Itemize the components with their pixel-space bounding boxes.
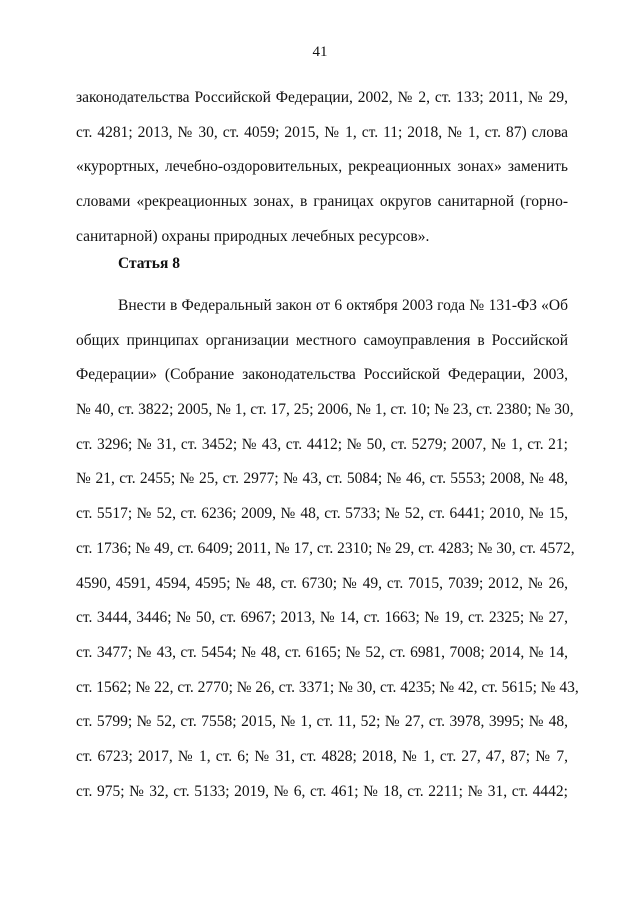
text-line: ст. 5799; № 52, ст. 7558; 2015, № 1, ст. 11, 52; № 27, ст. 3978, 3995; № 48,	[76, 713, 568, 731]
text-line: № 40, ст. 3822; 2005, № 1, ст. 17, 25; 2006, № 1, ст. 10; № 23, ст. 2380; № 30,	[76, 401, 574, 419]
text-line: «курортных, лечебно-оздоровительных, рекреационных зонах» заменить	[76, 158, 568, 176]
text-line: ст. 4281; 2013, № 30, ст. 4059; 2015, № 1, ст. 11; 2018, № 1, ст. 87) слова	[76, 123, 568, 141]
text-line: ст. 1562; № 22, ст. 2770; № 26, ст. 3371; № 30, ст. 4235; № 42, ст. 5615; № 43,	[76, 678, 579, 696]
text-line: ст. 3477; № 43, ст. 5454; № 48, ст. 6165; № 52, ст. 6981, 7008; 2014, № 14,	[76, 643, 568, 661]
page-number: 41	[312, 44, 328, 60]
text-line: законодательства Российской Федерации, 2002, № 2, ст. 133; 2011, № 29,	[76, 89, 568, 106]
paragraph-continuation	[76, 81, 568, 254]
text-line: № 21, ст. 2455; № 25, ст. 2977; № 43, ст. 5084; № 46, ст. 5553; 2008, № 48,	[76, 470, 568, 488]
text-line: ст. 5517; № 52, ст. 6236; 2009, № 48, ст. 5733; № 52, ст. 6441; 2010, № 15,	[76, 505, 568, 523]
text-line: ст. 1736; № 49, ст. 6409; 2011, № 17, ст. 2310; № 29, ст. 4283; № 30, ст. 4572,	[76, 539, 575, 557]
article-body	[76, 289, 579, 809]
text-line: Федерации» (Собрание законодательства Российской Федерации, 2003,	[76, 366, 568, 384]
text-line: 4590, 4591, 4594, 4595; № 48, ст. 6730; № 49, ст. 7015, 7039; 2012, № 26,	[76, 574, 568, 592]
text-line: Внести в Федеральный закон от 6 октября 2003 года № 131-ФЗ «Об	[118, 297, 568, 314]
text-line: словами «рекреационных зонах, в границах округов санитарной (горно-	[76, 193, 568, 211]
text-line: ст. 3296; № 31, ст. 3452; № 43, ст. 4412; № 50, ст. 5279; 2007, № 1, ст. 21;	[76, 435, 568, 453]
text-line: санитарной) охраны природных лечебных ресурсов».	[76, 227, 430, 245]
article-heading: Статья 8	[118, 255, 180, 272]
text-line: ст. 6723; 2017, № 1, ст. 6; № 31, ст. 4828; 2018, № 1, ст. 27, 47, 87; № 7,	[76, 747, 568, 765]
text-line: общих принципах организации местного самоуправления в Российской	[76, 331, 568, 349]
text-line: ст. 3444, 3446; № 50, ст. 6967; 2013, № 14, ст. 1663; № 19, ст. 2325; № 27,	[76, 609, 568, 627]
text-line: ст. 975; № 32, ст. 5133; 2019, № 6, ст. 461; № 18, ст. 2211; № 31, ст. 4442;	[76, 782, 568, 800]
